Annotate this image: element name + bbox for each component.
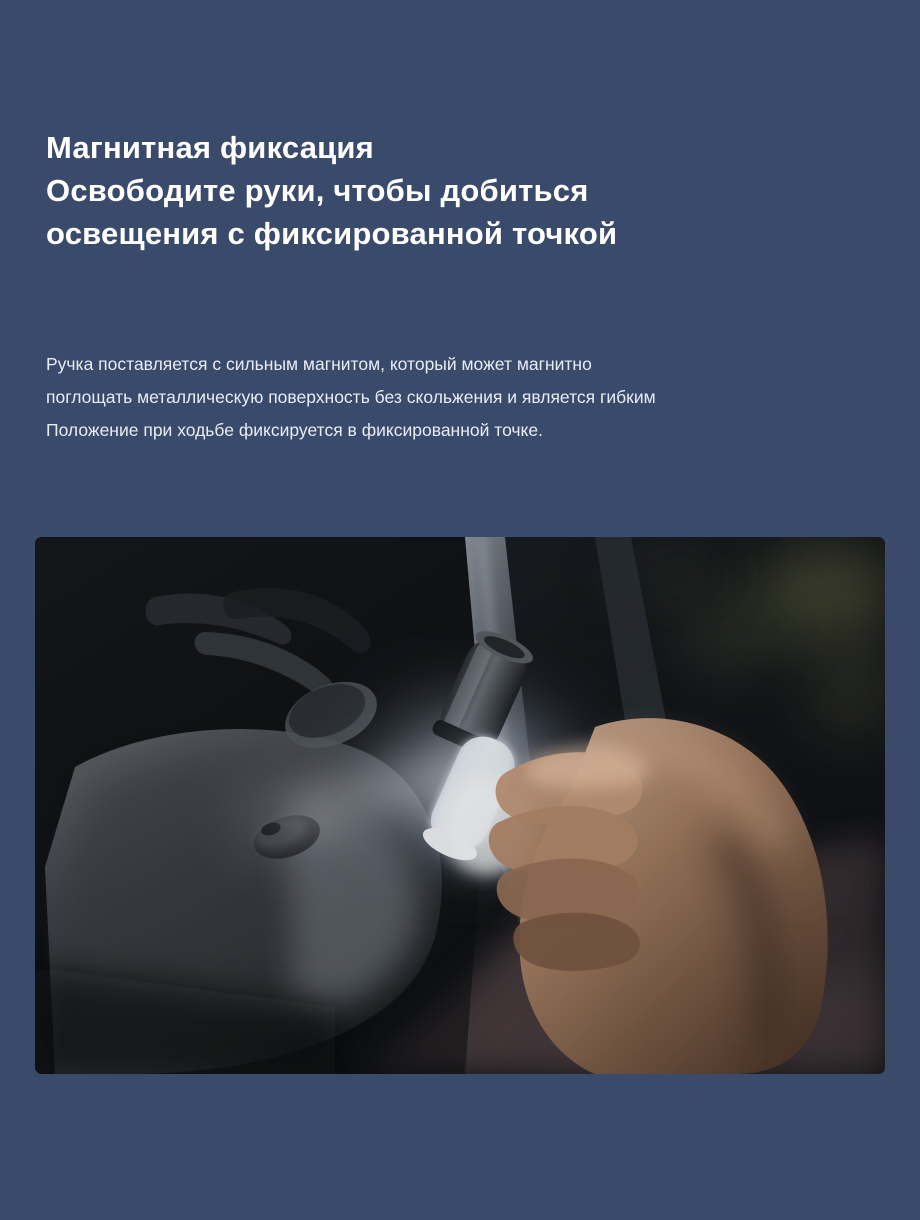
page-title-line-3: освещения с фиксированной точкой xyxy=(46,216,618,251)
page-title-line-1: Магнитная фиксация xyxy=(46,130,374,165)
description-line-3: Положение при ходьбе фиксируется в фиксированной точке. xyxy=(46,420,543,440)
page-title-line-2: Освободите руки, чтобы добиться xyxy=(46,173,589,208)
description-paragraph xyxy=(46,348,876,447)
product-photo-image xyxy=(35,537,885,1074)
description-line-1: Ручка поставляется с сильным магнитом, который может магнитно xyxy=(46,354,592,374)
page-title xyxy=(46,126,846,255)
description-line-2: поглощать металлическую поверхность без скольжения и является гибким xyxy=(46,387,656,407)
product-photo xyxy=(35,537,885,1074)
